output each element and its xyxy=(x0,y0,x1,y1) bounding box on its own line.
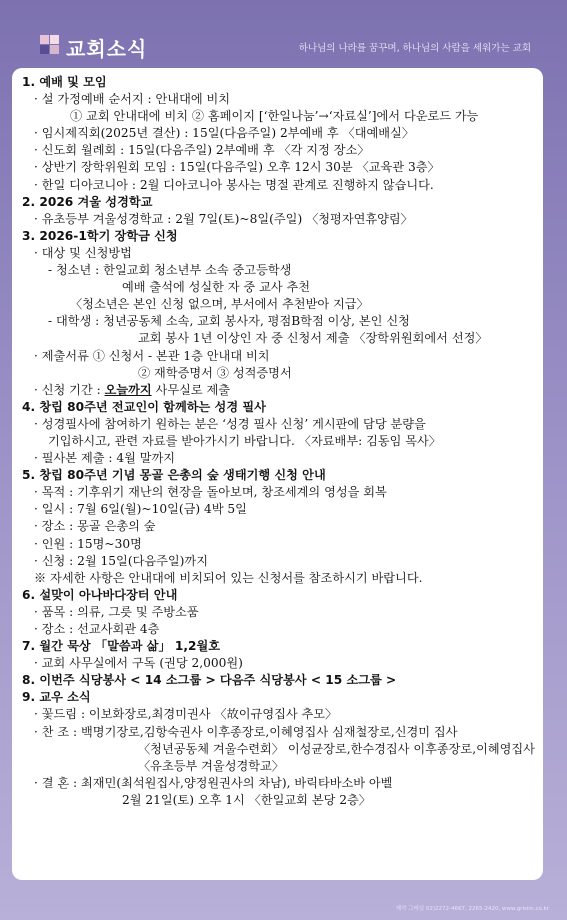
section-title: 9. 교우 소식 xyxy=(22,690,91,705)
section-title: 6. 설맞이 아나바다장터 안내 xyxy=(22,587,178,602)
section-title: 1. 예배 및 모임 xyxy=(22,75,107,89)
announcement-line: · 신청 : 2월 15일(다음주일)까지 xyxy=(34,553,208,568)
announcement-line: 〈유초등부 겨울성경학교〉 xyxy=(138,758,284,773)
announcement-line: · 결 혼 : 최재민(최석원집사,양정원권사의 차남), 바릭타바소바 아벨 xyxy=(34,775,393,790)
announcement-line: 〈청소년은 본인 신청 없으며, 부서에서 추천받아 지급〉 xyxy=(70,297,369,312)
page-title: 교회소식 xyxy=(66,37,148,61)
announcement-line: · 신도회 월례회 : 15일(다음주일) 2부예배 후 〈각 지정 장소〉 xyxy=(34,143,370,158)
announcement-list xyxy=(22,74,546,809)
announcement-line: ① 교회 안내대에 비치 ② 홈페이지 [‘한일나눔’→‘자료실’]에서 다운로드 가능 xyxy=(70,109,479,124)
announcement-line: · 신청 기간 : 오늘까지 사무실로 제출 xyxy=(34,382,231,397)
announcement-line: · 장소 : 몽골 은총의 숲 xyxy=(34,519,156,534)
announcement-line: · 필사본 제출 : 4월 말까지 xyxy=(34,451,176,466)
section-title: 8. 이번주 식당봉사 < 14 소그룹 > 다음주 식당봉사 < 15 소그룹 > xyxy=(22,673,397,688)
announcement-line: · 성경필사에 참여하기 원하는 분은 ‘성경 필사 신청’ 게시판에 담당 분량을 xyxy=(34,416,426,431)
announcement-line: · 품목 : 의류, 그릇 및 주방소품 xyxy=(34,604,199,619)
announcement-line: · 설 가정예배 순서지 : 안내대에 비치 xyxy=(34,92,231,107)
announcement-line: 2월 21일(토) 오후 1시 〈한일교회 본당 2층〉 xyxy=(122,792,371,807)
announcement-line: - 청소년 : 한일교회 청소년부 소속 중고등학생 xyxy=(48,263,292,278)
announcement-line: · 일시 : 7월 6일(월)~10일(금) 4박 5일 xyxy=(34,502,247,517)
announcement-line: · 꽃드림 : 이보화장로,최경미권사 〈故이규영집사 추모〉 xyxy=(34,707,338,722)
announcement-line: · 제출서류 ① 신청서 - 본관 1층 안내대 비치 xyxy=(34,348,270,363)
announcement-line: · 임시제직회(2025년 결산) : 15일(다음주일) 2부예배 후 〈대예배실〉 xyxy=(34,126,415,141)
announcement-line: · 대상 및 신청방법 xyxy=(34,245,132,260)
announcement-line: ※ 자세한 사항은 안내대에 비치되어 있는 신청서를 참조하시기 바랍니다. xyxy=(34,570,423,585)
announcement-line: · 한일 디아코니아 : 2월 디아코니아 봉사는 명절 관계로 진행하지 않습니다. xyxy=(34,177,434,192)
announcement-line: · 찬 조 : 백명기장로,김항숙권사 이후종장로,이혜영집사 심재철장로,신경미 집사 xyxy=(34,724,458,739)
section-title: 7. 월간 묵상 「말씀과 삶」 1,2월호 xyxy=(22,639,221,654)
announcement-line: · 인원 : 15명~30명 xyxy=(34,536,142,551)
section-title: 5. 창립 80주년 기념 몽골 은총의 숲 생태기행 신청 안내 xyxy=(22,468,326,483)
logo-squares-icon xyxy=(40,35,60,55)
announcement-line: · 장소 : 선교사회관 4층 xyxy=(34,622,160,636)
section-title: 3. 2026-1학기 장학금 신청 xyxy=(22,228,178,243)
deadline-emphasis: 오늘까지 xyxy=(104,382,152,397)
announcement-line: 〈청년공동체 겨울수련회〉 이성균장로,한수경집사 이후종장로,이혜영집사 xyxy=(138,741,535,756)
announcement-line: · 목적 : 기후위기 재난의 현장을 돌아보며, 창조세계의 영성을 회복 xyxy=(34,485,387,500)
footer-credit: 제작 그레실 02)2272-4667, 2265-2420, www.grisim.co.kr xyxy=(395,906,549,912)
announcement-line: · 유초등부 겨울성경학교 : 2월 7일(토)~8일(주일) 〈청평자연휴양림〉 xyxy=(34,211,413,226)
section-title: 2. 2026 겨울 성경학교 xyxy=(22,194,153,209)
announcement-line: · 상반기 장학위원회 모임 : 15일(다음주일) 오후 12시 30분 〈교육관 3층〉 xyxy=(34,160,440,175)
announcement-line: - 대학생 : 청년공동체 소속, 교회 봉사자, 평점B학점 이상, 본인 신청 xyxy=(48,314,410,329)
announcement-line: · 교회 사무실에서 구독 (권당 2,000원) xyxy=(34,656,243,671)
announcement-line: 예배 출석에 성실한 자 중 교사 추천 xyxy=(122,280,311,295)
section-title: 4. 창립 80주년 전교인이 함께하는 성경 필사 xyxy=(22,399,266,414)
announcement-line: ② 재학증명서 ③ 성적증명서 xyxy=(138,365,292,380)
announcement-line: 기입하시고, 관련 자료를 받아가시기 바랍니다. 〈자료배부: 김동임 목사〉 xyxy=(48,433,441,448)
announcement-line: 교회 봉사 1년 이상인 자 중 신청서 제출 〈장학위원회에서 선정〉 xyxy=(138,331,488,346)
motto: 하나님의 나라를 꿈꾸며, 하나님의 사람을 세워가는 교회 xyxy=(298,43,531,54)
header xyxy=(0,0,567,62)
